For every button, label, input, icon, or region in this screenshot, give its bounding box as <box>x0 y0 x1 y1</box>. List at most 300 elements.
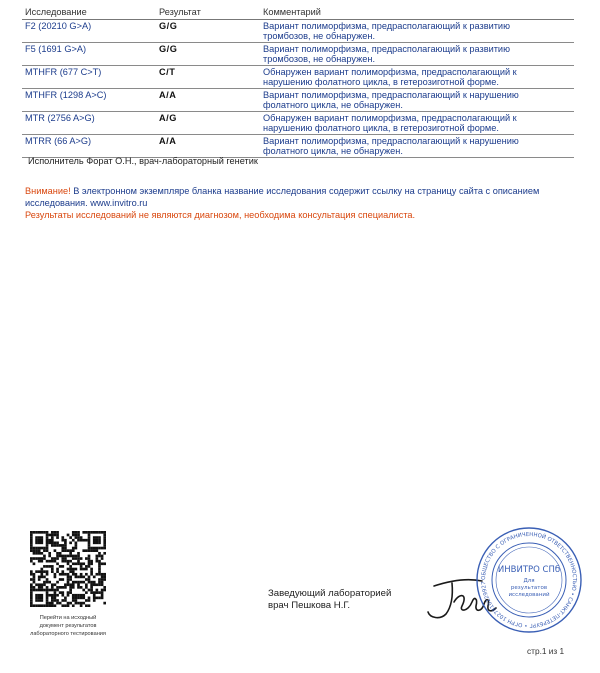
qr-module <box>30 549 33 552</box>
qr-module <box>30 534 33 537</box>
qr-module <box>40 557 43 560</box>
qr-module <box>69 568 72 571</box>
lab-head-signatory <box>268 588 391 612</box>
qr-module <box>75 599 78 602</box>
qr-module <box>69 565 72 568</box>
qr-module <box>64 541 67 544</box>
qr-module <box>46 570 49 573</box>
qr-module <box>38 594 41 597</box>
qr-module <box>30 586 33 589</box>
qr-module <box>64 539 67 542</box>
qr-module <box>51 602 54 605</box>
test-name-link[interactable]: F5 (1691 G>A) <box>22 43 156 66</box>
qr-module <box>38 552 41 555</box>
qr-module <box>98 568 101 571</box>
qr-module <box>72 594 75 597</box>
qr-module <box>77 576 80 579</box>
qr-module <box>35 547 38 550</box>
qr-module <box>33 549 36 552</box>
comment-line: нарушению фолатного цикла, в гетерозиготной форме. <box>263 123 499 133</box>
qr-module <box>61 604 64 607</box>
qr-module <box>46 565 49 568</box>
qr-module <box>82 539 85 542</box>
table-row <box>22 66 574 89</box>
qr-module <box>43 589 46 592</box>
qr-module <box>69 586 72 589</box>
comment-line: Обнаружен вариант полиморфизма, предрасполагающий к <box>263 113 517 123</box>
qr-module <box>30 589 33 592</box>
qr-module <box>67 560 70 563</box>
qr-module <box>96 583 99 586</box>
qr-module <box>67 534 70 537</box>
qr-module <box>56 589 59 592</box>
qr-module <box>51 557 54 560</box>
test-result: A/G <box>156 112 260 135</box>
qr-module <box>30 597 33 600</box>
qr-module <box>72 547 75 550</box>
qr-module <box>56 534 59 537</box>
qr-module <box>61 586 64 589</box>
electronic-copy-notice <box>25 185 580 209</box>
stamp-center-sub: исследований <box>508 592 550 598</box>
qr-module <box>85 531 88 534</box>
qr-module <box>61 560 64 563</box>
lab-head-name: врач Пешкова Н.Г. <box>268 600 351 611</box>
qr-module <box>54 557 57 560</box>
qr-module <box>38 589 41 592</box>
qr-module <box>101 581 104 584</box>
qr-module <box>98 552 101 555</box>
qr-module <box>64 555 67 558</box>
qr-module <box>48 534 51 537</box>
qr-module <box>82 531 85 534</box>
qr-module <box>33 578 36 581</box>
test-result: A/A <box>156 135 260 158</box>
qr-module <box>101 555 104 558</box>
qr-module <box>30 544 33 547</box>
qr-module <box>56 594 59 597</box>
qr-module <box>46 544 49 547</box>
qr-module <box>35 599 38 602</box>
qr-module <box>59 552 62 555</box>
qr-module <box>67 562 70 565</box>
qr-module <box>98 541 101 544</box>
qr-module <box>46 573 49 576</box>
qr-module <box>88 547 91 550</box>
qr-module <box>85 557 88 560</box>
qr-module <box>72 597 75 600</box>
qr-module <box>35 589 38 592</box>
qr-module <box>38 531 41 534</box>
table-row <box>22 20 574 43</box>
qr-module <box>61 565 64 568</box>
qr-module <box>48 604 51 607</box>
qr-module <box>96 539 99 542</box>
qr-module <box>69 541 72 544</box>
qr-module <box>54 573 57 576</box>
qr-module <box>98 570 101 573</box>
qr-caption-line: лабораторного тестирования <box>30 631 106 637</box>
qr-module <box>35 536 38 539</box>
qr-module <box>46 539 49 542</box>
test-comment <box>260 66 574 89</box>
test-name-link[interactable]: MTRR (66 A>G) <box>22 135 156 158</box>
qr-module <box>98 578 101 581</box>
qr-module <box>88 541 91 544</box>
qr-module <box>38 570 41 573</box>
qr-module <box>54 583 57 586</box>
qr-module <box>38 576 41 579</box>
qr-module <box>98 547 101 550</box>
qr-module <box>77 555 80 558</box>
qr-module <box>75 562 78 565</box>
qr-module <box>54 531 57 534</box>
qr-module <box>88 578 91 581</box>
qr-module <box>46 549 49 552</box>
qr-module <box>38 541 41 544</box>
qr-module <box>38 557 41 560</box>
qr-module <box>96 589 99 592</box>
qr-module <box>54 534 57 537</box>
qr-module <box>54 560 57 563</box>
qr-module <box>59 544 62 547</box>
qr-module <box>40 568 43 571</box>
qr-module <box>51 597 54 600</box>
qr-module <box>40 539 43 542</box>
qr-module <box>96 549 99 552</box>
qr-module <box>51 570 54 573</box>
qr-module <box>80 557 83 560</box>
qr-module <box>67 604 70 607</box>
qr-module <box>67 594 70 597</box>
qr-module <box>72 531 75 534</box>
qr-module <box>67 591 70 594</box>
qr-module <box>93 591 96 594</box>
qr-module <box>64 547 67 550</box>
comment-line: фолатного цикла, не обнаружен. <box>263 100 403 110</box>
qr-module <box>85 549 88 552</box>
qr-module <box>82 597 85 600</box>
qr-module <box>56 586 59 589</box>
qr-module <box>80 565 83 568</box>
qr-module <box>30 560 33 563</box>
qr-module <box>72 534 75 537</box>
qr-module <box>51 583 54 586</box>
qr-module <box>75 534 78 537</box>
qr-module <box>38 560 41 563</box>
test-name-link[interactable]: F2 (20210 G>A) <box>22 20 156 43</box>
qr-module <box>103 541 106 544</box>
qr-module <box>103 531 106 534</box>
qr-module <box>101 578 104 581</box>
comment-line: тромбозов, не обнаружен. <box>263 54 375 64</box>
qr-module <box>96 531 99 534</box>
qr-module <box>56 570 59 573</box>
qr-module <box>77 552 80 555</box>
qr-module <box>48 589 51 592</box>
test-comment <box>260 43 574 66</box>
qr-module <box>90 591 93 594</box>
qr-module <box>59 586 62 589</box>
qr-module <box>93 599 96 602</box>
qr-module <box>80 573 83 576</box>
qr-module <box>40 604 43 607</box>
qr-module <box>48 539 51 542</box>
qr-module <box>69 552 72 555</box>
qr-module <box>88 589 91 592</box>
qr-module <box>38 547 41 550</box>
qr-module <box>56 531 59 534</box>
qr-module <box>88 555 91 558</box>
qr-module <box>38 583 41 586</box>
qr-module <box>33 576 36 579</box>
qr-module <box>85 583 88 586</box>
qr-module <box>54 599 57 602</box>
qr-module <box>88 534 91 537</box>
qr-module <box>96 573 99 576</box>
qr-module <box>51 594 54 597</box>
qr-module <box>40 599 43 602</box>
qr-module <box>35 541 38 544</box>
qr-module <box>103 576 106 579</box>
qr-module <box>46 531 49 534</box>
qr-module <box>88 576 91 579</box>
qr-module <box>96 597 99 600</box>
qr-module <box>67 576 70 579</box>
qr-module <box>82 589 85 592</box>
qr-module <box>90 586 93 589</box>
qr-module <box>67 602 70 605</box>
qr-module <box>77 602 80 605</box>
qr-module <box>93 539 96 542</box>
qr-module <box>80 576 83 579</box>
qr-module <box>82 581 85 584</box>
qr-module <box>46 591 49 594</box>
qr-module <box>59 573 62 576</box>
qr-caption <box>20 614 116 638</box>
qr-module <box>75 531 78 534</box>
qr-module <box>69 576 72 579</box>
qr-module <box>93 531 96 534</box>
qr-module <box>59 602 62 605</box>
test-name-link[interactable]: MTR (2756 A>G) <box>22 112 156 135</box>
qr-module <box>103 573 106 576</box>
table-row <box>22 135 574 158</box>
qr-module <box>88 560 91 563</box>
qr-module <box>54 594 57 597</box>
qr-module <box>72 604 75 607</box>
qr-module <box>64 549 67 552</box>
qr-module <box>103 539 106 542</box>
qr-module <box>48 555 51 558</box>
qr-module <box>30 578 33 581</box>
qr-module <box>93 583 96 586</box>
qr-module <box>59 578 62 581</box>
qr-module <box>85 565 88 568</box>
qr-module <box>75 576 78 579</box>
header-test: Исследование <box>22 4 156 20</box>
qr-module <box>30 570 33 573</box>
qr-module <box>40 541 43 544</box>
qr-module <box>88 557 91 560</box>
qr-module <box>103 552 106 555</box>
qr-module <box>72 573 75 576</box>
qr-module <box>98 591 101 594</box>
qr-module <box>43 531 46 534</box>
qr-module <box>43 581 46 584</box>
qr-module <box>38 578 41 581</box>
qr-module <box>98 539 101 542</box>
qr-module <box>98 565 101 568</box>
qr-module <box>64 599 67 602</box>
qr-module <box>93 541 96 544</box>
comment-line: тромбозов, не обнаружен. <box>263 31 375 41</box>
qr-module <box>67 568 70 571</box>
qr-module <box>33 573 36 576</box>
qr-module <box>101 562 104 565</box>
qr-module <box>48 560 51 563</box>
qr-module <box>80 539 83 542</box>
comment-line: Вариант полиморфизма, предрасполагающий к развитию <box>263 44 510 54</box>
qr-module <box>77 557 80 560</box>
test-name-link[interactable]: MTHFR (1298 A>C) <box>22 89 156 112</box>
qr-module <box>80 594 83 597</box>
qr-module <box>67 573 70 576</box>
qr-module <box>75 581 78 584</box>
stamp-center-sub: Для <box>523 578 535 584</box>
qr-module <box>40 560 43 563</box>
qr-module <box>80 536 83 539</box>
qr-module <box>67 583 70 586</box>
qr-module <box>101 531 104 534</box>
test-comment <box>260 20 574 43</box>
qr-module <box>40 531 43 534</box>
qr-module <box>101 573 104 576</box>
qr-module <box>30 547 33 550</box>
qr-module <box>51 534 54 537</box>
qr-module <box>77 531 80 534</box>
qr-module <box>96 557 99 560</box>
qr-module <box>48 541 51 544</box>
test-comment <box>260 135 574 158</box>
qr-module <box>93 594 96 597</box>
result-qr-code[interactable] <box>30 531 106 607</box>
qr-module <box>38 536 41 539</box>
qr-module <box>54 541 57 544</box>
qr-module <box>46 547 49 550</box>
lab-head-position: Заведующий лабораторией <box>268 588 392 599</box>
qr-module <box>61 578 64 581</box>
qr-module <box>85 568 88 571</box>
qr-module <box>90 549 93 552</box>
qr-module <box>46 581 49 584</box>
qr-module <box>75 597 78 600</box>
qr-module <box>46 599 49 602</box>
qr-module <box>33 552 36 555</box>
qr-module <box>51 531 54 534</box>
qr-module <box>77 594 80 597</box>
qr-module <box>88 539 91 542</box>
qr-module <box>93 581 96 584</box>
qr-module <box>77 560 80 563</box>
qr-module <box>48 581 51 584</box>
qr-module <box>101 576 104 579</box>
qr-module <box>90 583 93 586</box>
qr-module <box>101 591 104 594</box>
qr-module <box>77 534 80 537</box>
qr-module <box>88 604 91 607</box>
qr-module <box>61 599 64 602</box>
qr-module <box>90 531 93 534</box>
qr-module <box>82 568 85 571</box>
qr-module <box>35 557 38 560</box>
test-result: G/G <box>156 43 260 66</box>
qr-module <box>56 568 59 571</box>
qr-module <box>75 536 78 539</box>
qr-module <box>51 544 54 547</box>
qr-module <box>64 544 67 547</box>
qr-module <box>93 549 96 552</box>
qr-module <box>30 531 33 534</box>
qr-module <box>93 547 96 550</box>
qr-module <box>85 539 88 542</box>
qr-module <box>38 549 41 552</box>
qr-module <box>30 599 33 602</box>
qr-caption-line: Перейти на исходный <box>39 615 97 621</box>
qr-module <box>98 581 101 584</box>
qr-module <box>30 591 33 594</box>
qr-module <box>67 581 70 584</box>
qr-module <box>88 581 91 584</box>
qr-module <box>96 547 99 550</box>
qr-module <box>46 560 49 563</box>
qr-module <box>61 557 64 560</box>
qr-module <box>88 531 91 534</box>
qr-module <box>101 557 104 560</box>
notice-warning-label: Внимание! <box>25 186 71 196</box>
qr-module <box>98 573 101 576</box>
qr-module <box>61 591 64 594</box>
laboratory-seal-stamp <box>474 525 584 635</box>
qr-module <box>85 586 88 589</box>
qr-module <box>80 568 83 571</box>
qr-module <box>90 573 93 576</box>
qr-module <box>72 562 75 565</box>
qr-module <box>101 597 104 600</box>
qr-module <box>88 565 91 568</box>
qr-module <box>64 597 67 600</box>
invitro-site-link[interactable]: www.invitro.ru <box>90 198 148 208</box>
qr-module <box>51 568 54 571</box>
qr-module <box>51 536 54 539</box>
test-name-link[interactable]: MTHFR (677 C>T) <box>22 66 156 89</box>
qr-module <box>38 586 41 589</box>
qr-module <box>64 586 67 589</box>
qr-module <box>33 581 36 584</box>
qr-module <box>69 536 72 539</box>
qr-module <box>40 570 43 573</box>
qr-module <box>43 547 46 550</box>
qr-module <box>98 597 101 600</box>
qr-module <box>38 597 41 600</box>
qr-module <box>64 583 67 586</box>
qr-module <box>80 597 83 600</box>
qr-module <box>77 583 80 586</box>
qr-module <box>43 557 46 560</box>
qr-module <box>75 602 78 605</box>
qr-module <box>96 560 99 563</box>
qr-module <box>56 552 59 555</box>
